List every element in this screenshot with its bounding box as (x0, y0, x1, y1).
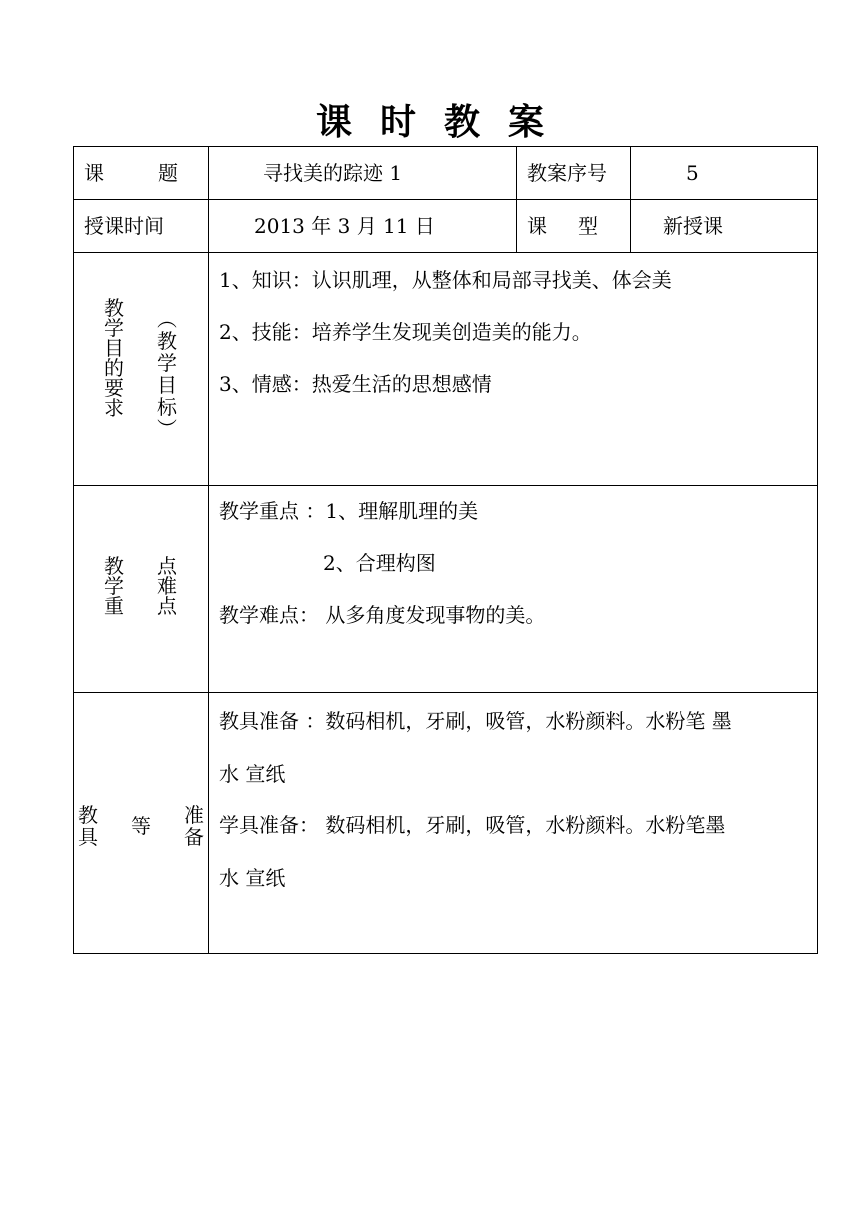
table-rule (516, 146, 517, 253)
objective-item: 1、知识：认识肌理，从整体和局部寻找美、体会美 (219, 268, 672, 292)
teacher-materials: 教具准备 ：数码相机，牙刷，吸管，水粉颜料。水粉笔 墨 (219, 709, 732, 733)
lesson-time-label: 授课时间 (84, 214, 164, 238)
table-border-left (73, 146, 74, 954)
sequence-value: 5 (686, 161, 699, 185)
student-materials-cont: 水 宣纸 (219, 866, 286, 890)
table-rule (630, 146, 631, 253)
table-rule (73, 252, 818, 253)
table-rule (73, 692, 818, 693)
title-char: 时 (379, 101, 416, 143)
table-rule (208, 146, 209, 954)
keypoints-label: 点 难 点 (157, 554, 177, 618)
lesson-type-label: 型 (578, 214, 598, 238)
title-char: 课 (315, 101, 352, 143)
keypoints-label: 教 学 重 (104, 554, 124, 618)
lesson-type-value: 新授课 (663, 214, 723, 238)
prep-label: 备 (184, 825, 204, 849)
table-border-bottom (73, 953, 818, 954)
table-rule (73, 485, 818, 486)
topic-label: 题 (158, 161, 178, 185)
title-char: 教 (444, 101, 481, 143)
topic-value: 寻找美的踪迹 1 (263, 161, 403, 185)
objectives-label: 教 学 目 的 要 求 (104, 296, 124, 420)
prep-label: 教 (78, 803, 98, 827)
prep-label: 准 (184, 803, 204, 827)
topic-label: 课 (84, 161, 104, 185)
lesson-type-label: 课 (527, 214, 547, 238)
table-rule (73, 199, 818, 200)
keypoint-line: 2、合理构图 (323, 551, 436, 575)
student-materials: 学具准备： 数码相机，牙刷，吸管，水粉颜料。水粉笔墨 (219, 813, 726, 837)
table-border-right (817, 146, 818, 954)
prep-label: 等 (131, 814, 151, 838)
page-title (0, 94, 860, 145)
keypoint-line: 教学重点 ：1、理解肌理的美 (219, 499, 479, 523)
difficulty-line: 教学难点： 从多角度发现事物的美。 (219, 603, 546, 627)
table-border-top (73, 146, 818, 147)
sequence-label: 教案序号 (527, 161, 607, 185)
objective-item: 2、技能：培养学生发现美创造美的能力。 (219, 320, 592, 344)
objective-item: 3、情感：热爱生活的思想感情 (219, 372, 492, 396)
objectives-sublabel: ︵ 教 学 目 标 ︶ (157, 307, 177, 441)
lesson-date: 2013 年 3 月 11 日 (254, 214, 435, 238)
teacher-materials-cont: 水 宣纸 (219, 762, 286, 786)
prep-label: 具 (78, 825, 98, 849)
title-char: 案 (508, 101, 545, 143)
